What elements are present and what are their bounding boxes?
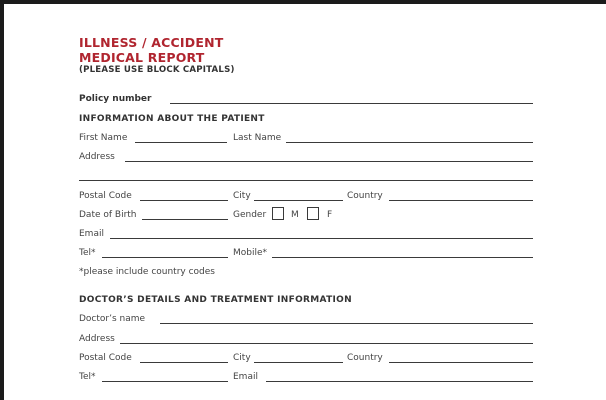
doctor-tel-label: Tel*: [79, 372, 96, 382]
first-name-label: First Name: [79, 133, 128, 143]
doctor-country-label: Country: [347, 353, 383, 363]
mobile-field[interactable]: [272, 257, 533, 258]
doctor-tel-field[interactable]: [102, 381, 228, 382]
country-code-note: *please include country codes: [79, 267, 215, 277]
doctor-name-field[interactable]: [160, 323, 533, 324]
policy-number-label: Policy number: [79, 94, 152, 104]
doctor-city-field[interactable]: [254, 362, 343, 363]
gender-male-checkbox[interactable]: [272, 207, 284, 220]
dob-label: Date of Birth: [79, 210, 137, 220]
email-label: Email: [79, 229, 104, 239]
dob-field[interactable]: [142, 219, 228, 220]
doctor-name-label: Doctor’s name: [79, 314, 146, 324]
form-subtitle: (PLEASE USE BLOCK CAPITALS): [79, 65, 235, 75]
policy-number-field[interactable]: [170, 103, 533, 104]
mobile-label: Mobile*: [233, 248, 268, 258]
tel-label: Tel*: [79, 248, 96, 258]
gender-label: Gender: [233, 210, 267, 220]
address-field-line1[interactable]: [125, 161, 533, 162]
doctor-postal-code-label: Postal Code: [79, 353, 132, 363]
address-label: Address: [79, 152, 115, 162]
form-title-line2: MEDICAL REPORT: [79, 50, 205, 65]
doctor-email-field[interactable]: [266, 381, 533, 382]
postal-code-label: Postal Code: [79, 191, 132, 201]
gender-female-checkbox[interactable]: [307, 207, 319, 220]
city-label: City: [233, 191, 251, 201]
doctor-address-field[interactable]: [120, 343, 533, 344]
gender-female-label: F: [327, 210, 333, 220]
doctor-email-label: Email: [233, 372, 258, 382]
doctor-country-field[interactable]: [389, 362, 533, 363]
city-field[interactable]: [254, 200, 343, 201]
postal-code-field[interactable]: [140, 200, 228, 201]
doctor-city-label: City: [233, 353, 251, 363]
form-page: [4, 4, 606, 400]
doctor-section-heading: DOCTOR’S DETAILS AND TREATMENT INFORMATION: [79, 295, 352, 305]
last-name-label: Last Name: [233, 133, 282, 143]
doctor-postal-code-field[interactable]: [140, 362, 228, 363]
last-name-field[interactable]: [286, 142, 533, 143]
country-label: Country: [347, 191, 383, 201]
first-name-field[interactable]: [135, 142, 227, 143]
email-field[interactable]: [110, 238, 533, 239]
doctor-address-label: Address: [79, 334, 115, 344]
address-field-line2[interactable]: [79, 180, 533, 181]
form-title-line1: ILLNESS / ACCIDENT: [79, 35, 224, 50]
country-field[interactable]: [389, 200, 533, 201]
gender-male-label: M: [291, 210, 299, 220]
patient-section-heading: INFORMATION ABOUT THE PATIENT: [79, 114, 265, 124]
tel-field[interactable]: [102, 257, 228, 258]
